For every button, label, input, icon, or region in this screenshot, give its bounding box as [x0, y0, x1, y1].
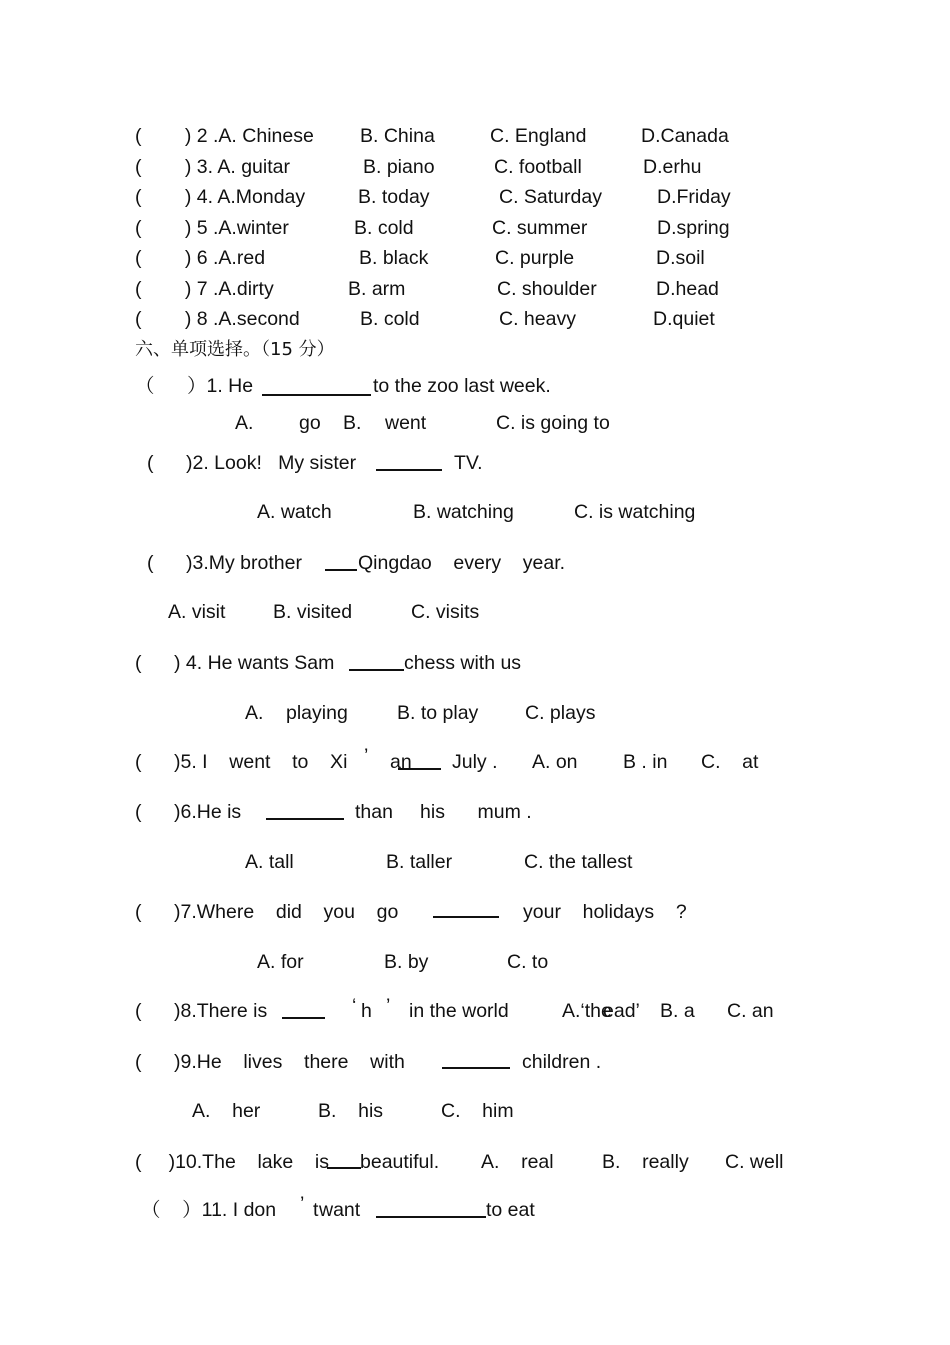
option-a-word: go — [299, 412, 321, 434]
question-stem: ( ) 4. A.Monday — [135, 186, 306, 208]
apostrophe: ’ — [364, 745, 369, 767]
option-b: B. today — [358, 186, 430, 208]
question-stem-tail: Qingdao every year. — [358, 552, 566, 574]
option-b: B. China — [360, 125, 435, 147]
option-a: A. — [245, 702, 264, 724]
option-c: C. summer — [492, 217, 588, 239]
question-stem: ( ) 2 .A. Chinese — [135, 125, 314, 147]
option-a-word: playing — [286, 702, 348, 724]
question-stem: （ ）1. He — [135, 375, 254, 397]
answer-blank — [376, 1216, 486, 1218]
option-c: C. him — [441, 1100, 514, 1122]
option-d: D.Canada — [641, 125, 729, 147]
question-stem: ( ) 7 .A.dirty — [135, 278, 274, 300]
option-c: C. an — [727, 1000, 774, 1022]
question-stem: ( )3.My brother — [147, 552, 302, 574]
option-c: C. purple — [495, 247, 575, 269]
option-c: C. the tallest — [524, 851, 633, 873]
answer-blank — [282, 1017, 325, 1019]
option-a: A. for — [257, 951, 304, 973]
question-stem: ( )7.Where did you go — [135, 901, 399, 923]
question-stem-tail: beautiful. — [360, 1151, 440, 1173]
option-b: B. to play — [397, 702, 479, 724]
option-c: C. Saturday — [499, 186, 602, 208]
question-stem: （ ）11. I don — [141, 1199, 277, 1221]
option-d: D.spring — [657, 217, 730, 239]
option-b: B. really — [602, 1151, 689, 1173]
option-a-tail: ead’ — [603, 1000, 640, 1022]
quote-close: ’ — [386, 995, 391, 1017]
option-b: B. — [343, 412, 362, 434]
answer-blank — [398, 768, 441, 770]
question-stem-tail: TV. — [454, 452, 483, 474]
question-stem: ( )9.He lives there with — [135, 1051, 405, 1073]
option-b: B. black — [359, 247, 429, 269]
section-heading: 六、单项选择。（15 分） — [135, 339, 335, 360]
option-a: A. visit — [168, 601, 226, 623]
question-stem: ( )2. Look! My sister — [147, 452, 357, 474]
option-b: B. cold — [360, 308, 420, 330]
option-b: B. visited — [273, 601, 353, 623]
question-stem: ( )6.He is — [135, 801, 242, 823]
option-d: D.erhu — [643, 156, 702, 178]
option-d: D.quiet — [653, 308, 715, 330]
option-b: B. arm — [348, 278, 406, 300]
option-c: C. well — [725, 1151, 784, 1173]
question-stem-tail: July . — [452, 751, 498, 773]
option-b: B. his — [318, 1100, 384, 1122]
question-stem: ( ) 6 .A.red — [135, 247, 266, 269]
option-b: B. piano — [363, 156, 435, 178]
option-a: A.‘the — [562, 1000, 612, 1022]
option-b: B. taller — [386, 851, 453, 873]
answer-blank — [266, 818, 344, 820]
option-a: A. watch — [257, 501, 332, 523]
question-stem-word: an — [390, 751, 412, 773]
option-c: C. plays — [525, 702, 596, 724]
answer-blank — [442, 1067, 510, 1069]
option-c: C. at — [701, 751, 759, 773]
question-stem-tail: to eat — [486, 1199, 535, 1221]
option-c: C. shoulder — [497, 278, 597, 300]
letter-h: h — [361, 1000, 372, 1022]
question-stem-word: want — [319, 1199, 361, 1221]
option-c: C. to — [507, 951, 549, 973]
option-d: D.soil — [656, 247, 705, 269]
option-c: C. heavy — [499, 308, 576, 330]
option-b: B. watching — [413, 501, 514, 523]
question-stem-letter: t — [313, 1199, 319, 1221]
question-stem-tail: than his mum . — [355, 801, 532, 823]
apostrophe: ’ — [300, 1193, 305, 1215]
answer-blank — [349, 669, 404, 671]
option-c: C. England — [490, 125, 587, 147]
answer-blank — [376, 469, 442, 471]
answer-blank — [327, 1167, 361, 1169]
question-stem-tail: to the zoo last week. — [373, 375, 551, 397]
option-c: C. visits — [411, 601, 480, 623]
answer-blank — [262, 394, 371, 396]
option-a: A. her — [192, 1100, 261, 1122]
option-b: B. by — [384, 951, 429, 973]
option-b: B. a — [660, 1000, 695, 1022]
question-stem: ( ) 4. He wants Sam — [135, 652, 335, 674]
option-c: C. is watching — [574, 501, 696, 523]
option-a: A. — [235, 412, 254, 434]
question-stem: ( )10.The lake is — [135, 1151, 329, 1173]
option-b-word: went — [385, 412, 427, 434]
question-stem: ( ) 3. A. guitar — [135, 156, 290, 178]
question-stem: ( ) 5 .A.winter — [135, 217, 289, 239]
option-b: B . in — [623, 751, 668, 773]
question-stem: ( )5. I went to Xi — [135, 751, 348, 773]
option-c: C. is going to — [496, 412, 610, 434]
option-c: C. football — [494, 156, 582, 178]
question-stem: ( )8.There is — [135, 1000, 268, 1022]
option-a: A. tall — [245, 851, 294, 873]
option-a: A. real — [481, 1151, 554, 1173]
option-d: D.head — [656, 278, 719, 300]
question-stem-tail: in the world — [409, 1000, 509, 1022]
question-stem: ( ) 8 .A.second — [135, 308, 300, 330]
question-stem-tail: chess with us — [404, 652, 522, 674]
question-stem-tail: children . — [522, 1051, 602, 1073]
question-stem-tail: your holidays ? — [523, 901, 687, 923]
quote-open: ‘ — [352, 995, 357, 1017]
option-a: A. on — [532, 751, 578, 773]
answer-blank — [325, 569, 357, 571]
option-d: D.Friday — [657, 186, 731, 208]
option-b: B. cold — [354, 217, 414, 239]
answer-blank — [433, 916, 499, 918]
